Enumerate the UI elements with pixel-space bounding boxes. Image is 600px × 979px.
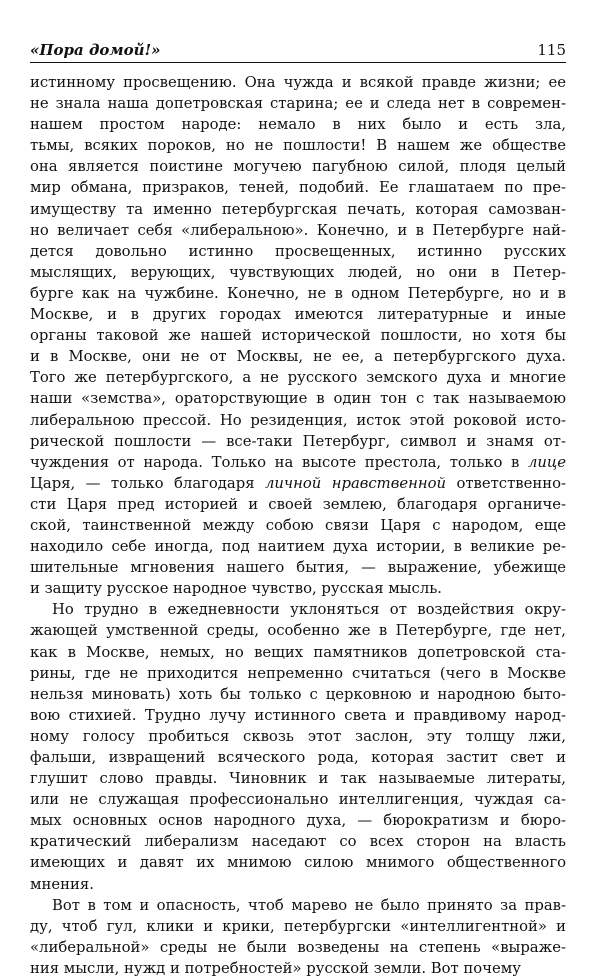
text-line xyxy=(30,199,566,220)
text-segment: мнения. xyxy=(30,875,94,893)
text-segment: рической пошлости — все-таки Петербург, символ и знамя от- xyxy=(30,432,566,450)
text-segment: кратический либерализм наседают со всех сторон на власть xyxy=(30,833,566,851)
text-segment: истинному просвещению. Она чужда и всякой правде жизни; ее xyxy=(30,74,566,91)
text-segment: жающей умственной среды, особенно же в Петербурге, где нет, xyxy=(30,622,566,640)
text-segment: но величает себя «либеральною». Конечно, и в Петербурге най- xyxy=(30,221,566,239)
text-line xyxy=(30,620,566,641)
text-segment: мых основных основ народного духа, — бюрократизм и бюро- xyxy=(30,812,566,830)
text-segment: сти Царя пред историей и своей землею, благодаря органиче- xyxy=(30,495,566,513)
text-segment: имеющих и давят их мнимою силою мнимого общественного xyxy=(30,854,566,872)
text-line xyxy=(30,431,566,452)
text-line xyxy=(30,642,566,663)
text-segment: нельзя миновать) хоть бы только с церковною и народною быто- xyxy=(30,685,566,703)
page-number: 115 xyxy=(537,41,566,59)
text-segment: мир обмана, призраков, теней, подобий. Ее глашатаем по пре- xyxy=(30,179,566,197)
text-line xyxy=(30,114,566,135)
text-line xyxy=(30,72,566,93)
text-line xyxy=(30,937,566,958)
text-segment: наши «земства», ораторствующие в один тон с так называемою xyxy=(30,390,566,408)
text-line xyxy=(30,852,566,873)
text-line xyxy=(30,958,566,979)
text-line xyxy=(30,135,566,156)
text-segment: находило себе иногда, под наитием духа истории, в великие ре- xyxy=(30,538,566,556)
text-line xyxy=(30,916,566,937)
text-segment: и в Москве, они не от Москвы, не ее, а петербургского духа. xyxy=(30,348,566,366)
text-segment: чуждения от народа. Только на высоте престола, только в xyxy=(30,453,528,471)
text-line xyxy=(30,705,566,726)
text-line xyxy=(30,747,566,768)
text-line xyxy=(30,241,566,262)
text-segment: органы таковой же нашей исторической пошлости, но хотя бы xyxy=(30,327,566,345)
text-line xyxy=(30,726,566,747)
text-segment: Царя, — только благодаря xyxy=(30,474,265,492)
text-line xyxy=(30,156,566,177)
text-segment: мыслящих, верующих, чувствующих людей, но они в Петер- xyxy=(30,263,566,281)
text-line xyxy=(30,515,566,536)
text-line xyxy=(30,831,566,852)
text-line xyxy=(30,789,566,810)
text-segment: вою стихией. Трудно лучу истинного света и правдивому народ- xyxy=(30,706,566,724)
text-line xyxy=(30,895,566,916)
text-segment: нашем простом народе: немало в них было и есть зла, xyxy=(30,116,566,134)
text-line xyxy=(30,367,566,388)
text-line xyxy=(30,768,566,789)
text-segment: либеральною прессой. Но резиденция, исток этой роковой исто- xyxy=(30,411,566,429)
text-line xyxy=(30,304,566,325)
text-line xyxy=(30,220,566,241)
text-segment: фальши, извращений всяческого рода, которая застит свет и xyxy=(30,749,566,766)
text-segment: Вот в том и опасность, чтоб марево не было принято за прав- xyxy=(52,896,566,914)
text-segment: и защиту русское народное чувство, русская мысль. xyxy=(30,580,442,598)
text-line xyxy=(30,578,566,599)
text-segment: как в Москве, немых, но вещих памятников допетровской ста- xyxy=(30,643,566,661)
text-segment: глушит слово правды. Чиновник и так называемые литераты, xyxy=(30,770,566,788)
text-segment: имуществу та именно петербургская печать, которая самозван- xyxy=(30,200,566,218)
text-line xyxy=(30,325,566,346)
text-line xyxy=(30,388,566,409)
text-segment: она является поистине могучею пагубною силой, плодя целый xyxy=(30,158,566,176)
text-segment: ному голосу пробиться сквозь этот заслон, эту толщу лжи, xyxy=(30,727,566,745)
text-segment: ния мысли, нужд и потребностей» русской земли. Вот почему xyxy=(30,959,521,977)
text-line xyxy=(30,473,566,494)
italic-emphasis: личной нравственной xyxy=(264,474,447,492)
text-line xyxy=(30,452,566,473)
text-segment: бурге как на чужбине. Конечно, не в одном Петербурге, но и в xyxy=(30,284,566,302)
text-line xyxy=(30,494,566,515)
text-segment: шительные мгновения нашего бытия, — выражение, убежище xyxy=(30,559,566,577)
running-header xyxy=(30,36,566,58)
text-line xyxy=(30,262,566,283)
text-segment: Москве, и в других городах имеются литературные и иные xyxy=(30,306,566,324)
text-segment: ской, таинственной между собою связи Царя с народом, еще xyxy=(30,516,566,534)
text-line xyxy=(30,874,566,895)
text-segment: ответственно- xyxy=(446,474,566,492)
text-segment: тьмы, всяких пороков, но не пошлости! В нашем же обществе xyxy=(30,137,566,155)
text-segment: дется довольно истинно просвещенных, истинно русских xyxy=(30,242,566,260)
text-line xyxy=(30,663,566,684)
book-page xyxy=(30,36,566,979)
text-line xyxy=(30,684,566,705)
text-line xyxy=(30,557,566,578)
text-segment: Того же петербургского, а не русского земского духа и многие xyxy=(30,369,566,387)
text-line xyxy=(30,599,566,620)
text-line xyxy=(30,283,566,304)
text-segment: «либеральной» среды не были возведены на степень «выраже- xyxy=(30,938,566,956)
text-line xyxy=(30,410,566,431)
header-rule xyxy=(30,62,566,63)
text-segment: рины, где не приходится непременно считаться (чего в Москве xyxy=(30,664,566,682)
text-line xyxy=(30,536,566,557)
body-text xyxy=(30,72,566,979)
text-segment: ду, чтоб гул, клики и крики, петербургски «интеллигентной» и xyxy=(30,917,566,935)
running-title: «Пора домой!» xyxy=(30,41,161,59)
text-segment: не знала наша допетровская старина; ее и следа нет в современ- xyxy=(30,95,566,113)
text-line xyxy=(30,177,566,198)
text-line xyxy=(30,346,566,367)
text-line xyxy=(30,810,566,831)
text-segment: или не служащая профессионально интеллигенция, чуждая са- xyxy=(30,791,566,809)
text-line xyxy=(30,93,566,114)
italic-emphasis: лице xyxy=(527,453,566,471)
text-segment: Но трудно в ежедневности уклоняться от воздействия окру- xyxy=(52,601,566,619)
